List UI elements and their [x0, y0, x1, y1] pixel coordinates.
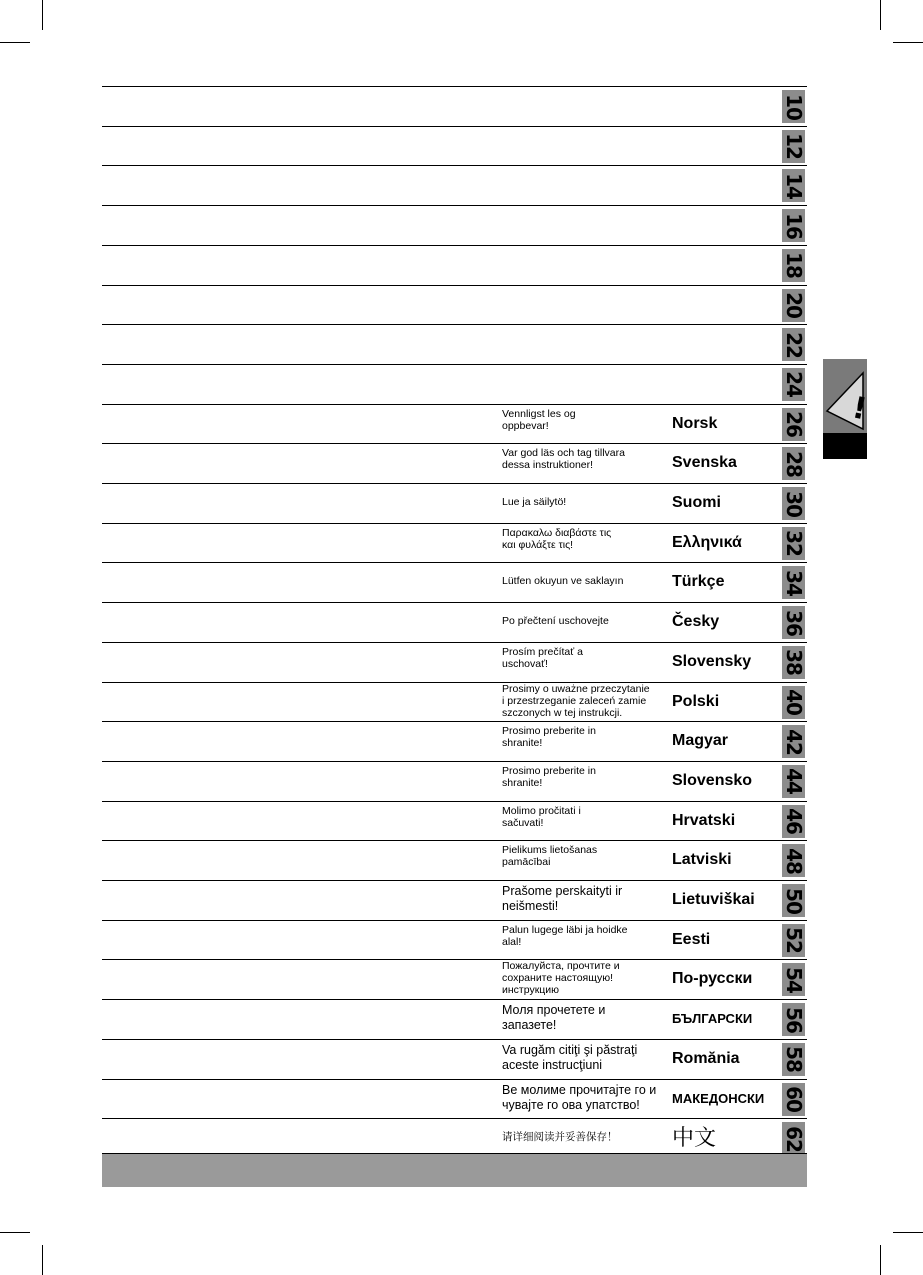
crop-mark [880, 1245, 881, 1275]
language-name: Hrvatski [672, 811, 736, 829]
table-row [102, 324, 807, 363]
language-name: МАКЕДОНСКИ [672, 1090, 765, 1106]
page-number-tab [782, 725, 805, 758]
instruction-text: Παρακαλω διαβάστε τις και φυλάξτε τις! [502, 526, 612, 551]
page-number: 38 [781, 649, 806, 676]
page-number: 34 [781, 569, 806, 596]
crop-mark [893, 1232, 923, 1233]
table-row [102, 523, 807, 562]
instruction-text: Моля прочетете и запазете! [502, 1003, 606, 1033]
page-number-tab [782, 289, 805, 322]
page-number: 18 [781, 252, 806, 279]
crop-mark [880, 0, 881, 30]
page-number-tab [782, 328, 805, 361]
instruction-text: Po přečtení uschovejte [502, 615, 609, 628]
language-name: Suomi [672, 494, 721, 511]
crop-mark [0, 42, 30, 43]
page-number-tab [782, 249, 805, 282]
page-number: 28 [781, 450, 806, 477]
table-row [102, 642, 807, 681]
table-row [102, 364, 807, 403]
table-row [102, 880, 807, 919]
language-name: Latviski [672, 851, 732, 869]
warning-tab [823, 359, 870, 459]
table-row [102, 920, 807, 959]
table-row [102, 999, 807, 1038]
instruction-text: Prosimy o uważne przeczytanie i przestrzeganie zaleceń zamie szczonych w tej instrukcji. [502, 682, 650, 719]
instruction-text: Vennligst les og oppbevar! [502, 407, 576, 432]
instruction-text: Molimo pročitati i sačuvati! [502, 804, 581, 829]
language-name: Türkçe [672, 573, 725, 591]
table-row [102, 602, 807, 641]
page-number: 52 [781, 927, 806, 954]
instruction-text: 请详细阅读并妥善保存！ [502, 1131, 618, 1144]
page-number-tab [782, 368, 805, 401]
instruction-text: Pielikums lietošanas pamācībai [502, 844, 598, 869]
page-number-tab [782, 805, 805, 838]
page-number: 42 [781, 728, 806, 755]
table-row [102, 1118, 807, 1157]
table-row [102, 721, 807, 760]
page-number-tab [782, 1083, 805, 1116]
page-number: 40 [781, 689, 806, 715]
warning-mark: ! [849, 390, 870, 428]
page-number-tab [782, 408, 805, 441]
table-row [102, 562, 807, 601]
language-name: Polski [672, 692, 720, 710]
instruction-text: Lütfen okuyun ve saklayın [502, 575, 624, 588]
page-number-tab [782, 487, 805, 520]
page-number-tab [782, 209, 805, 242]
instruction-text: Prašome perskaityti ir neišmesti! [502, 884, 623, 913]
table-row [102, 165, 807, 204]
page-number: 16 [781, 212, 806, 239]
page-number: 50 [781, 887, 806, 914]
table-row [102, 126, 807, 165]
page-number-tab [782, 765, 805, 798]
page-number-tab [782, 447, 805, 480]
crop-mark [42, 1245, 43, 1275]
page-number: 44 [781, 768, 806, 795]
page-number: 46 [781, 808, 806, 835]
table-row [102, 959, 807, 998]
table-row [102, 285, 807, 324]
footer-bar [102, 1153, 807, 1187]
language-name: Magyar [672, 732, 729, 750]
instruction-text: Prosimo preberite in shranite! [502, 725, 596, 750]
crop-mark [893, 42, 923, 43]
table-row [102, 443, 807, 482]
page-number-tab [782, 844, 805, 877]
language-name: По-русски [672, 970, 753, 988]
table-row [102, 245, 807, 284]
table-row [102, 483, 807, 522]
language-name: Lietuviškai [672, 891, 755, 908]
page-number-tab [782, 130, 805, 163]
page-number-tab [782, 606, 805, 639]
page-number: 30 [781, 490, 806, 517]
instruction-text: Ве молиме прочитајте го и чувајте го ова упатство! [502, 1082, 657, 1112]
page-number: 60 [781, 1086, 806, 1112]
page-number-tab [782, 924, 805, 957]
page-number: 26 [781, 411, 806, 438]
crop-mark [42, 0, 43, 30]
page-number-tab [782, 686, 805, 719]
page-number-tab [782, 527, 805, 560]
page-number: 62 [781, 1125, 806, 1152]
page-number: 32 [781, 530, 806, 557]
page-number: 24 [781, 371, 806, 398]
table-row [102, 205, 807, 244]
language-name: Ελληνικά [672, 533, 742, 551]
instruction-text: Prosím prečítať a uschovať! [502, 645, 583, 670]
page-number: 58 [781, 1046, 806, 1073]
page-number-tab [782, 884, 805, 917]
table-row [102, 682, 807, 721]
page-number: 22 [781, 331, 806, 358]
instruction-text: Prosimo preberite in shranite! [502, 764, 596, 789]
page-number-tab [782, 1003, 805, 1036]
language-name: БЪЛГАРСКИ [672, 1011, 753, 1027]
language-name: 中文 [672, 1125, 717, 1151]
page-number-tab [782, 1043, 805, 1076]
table-row [102, 404, 807, 443]
page-number: 12 [781, 133, 806, 160]
instruction-text: Var god läs och tag tillvara dessa instruktioner! [502, 447, 625, 472]
language-name: Česky [672, 613, 720, 631]
language-name: Slovensky [672, 652, 752, 670]
table-row [102, 840, 807, 879]
table-row [102, 1079, 807, 1118]
page-number-tab [782, 566, 805, 599]
page-number: 36 [781, 609, 806, 636]
language-name: Svenska [672, 454, 737, 472]
page-number: 10 [781, 93, 806, 120]
page-number-tab [782, 646, 805, 679]
language-name: Slovensko [672, 771, 753, 789]
page-number: 48 [781, 847, 806, 874]
page-number: 14 [781, 172, 806, 199]
table-row [102, 1039, 807, 1078]
page-number-tab [782, 1122, 805, 1155]
table-row [102, 801, 807, 840]
page-number: 20 [781, 292, 806, 318]
table-row [102, 761, 807, 800]
page-number: 56 [781, 1006, 806, 1033]
page-number-tab [782, 169, 805, 202]
table-row [102, 86, 807, 125]
instruction-text: Пожалуйста, прочтите и сохраните настоящую! инструкцию [502, 960, 620, 997]
instruction-text: Palun lugege läbi ja hoidke alal! [502, 923, 628, 948]
language-name: Eesti [672, 930, 711, 948]
page-number-tab [782, 90, 805, 123]
language-name: Norsk [672, 414, 718, 432]
language-name: Romănia [672, 1049, 740, 1067]
instruction-text: Va rugăm citiţi şi păstraţi aceste instrucţiuni [502, 1042, 638, 1072]
crop-mark [0, 1232, 30, 1233]
page-number-tab [782, 963, 805, 996]
page-number: 54 [781, 966, 806, 993]
warning-triangle-icon [823, 359, 870, 433]
instruction-text: Lue ja säilytö! [502, 496, 567, 508]
